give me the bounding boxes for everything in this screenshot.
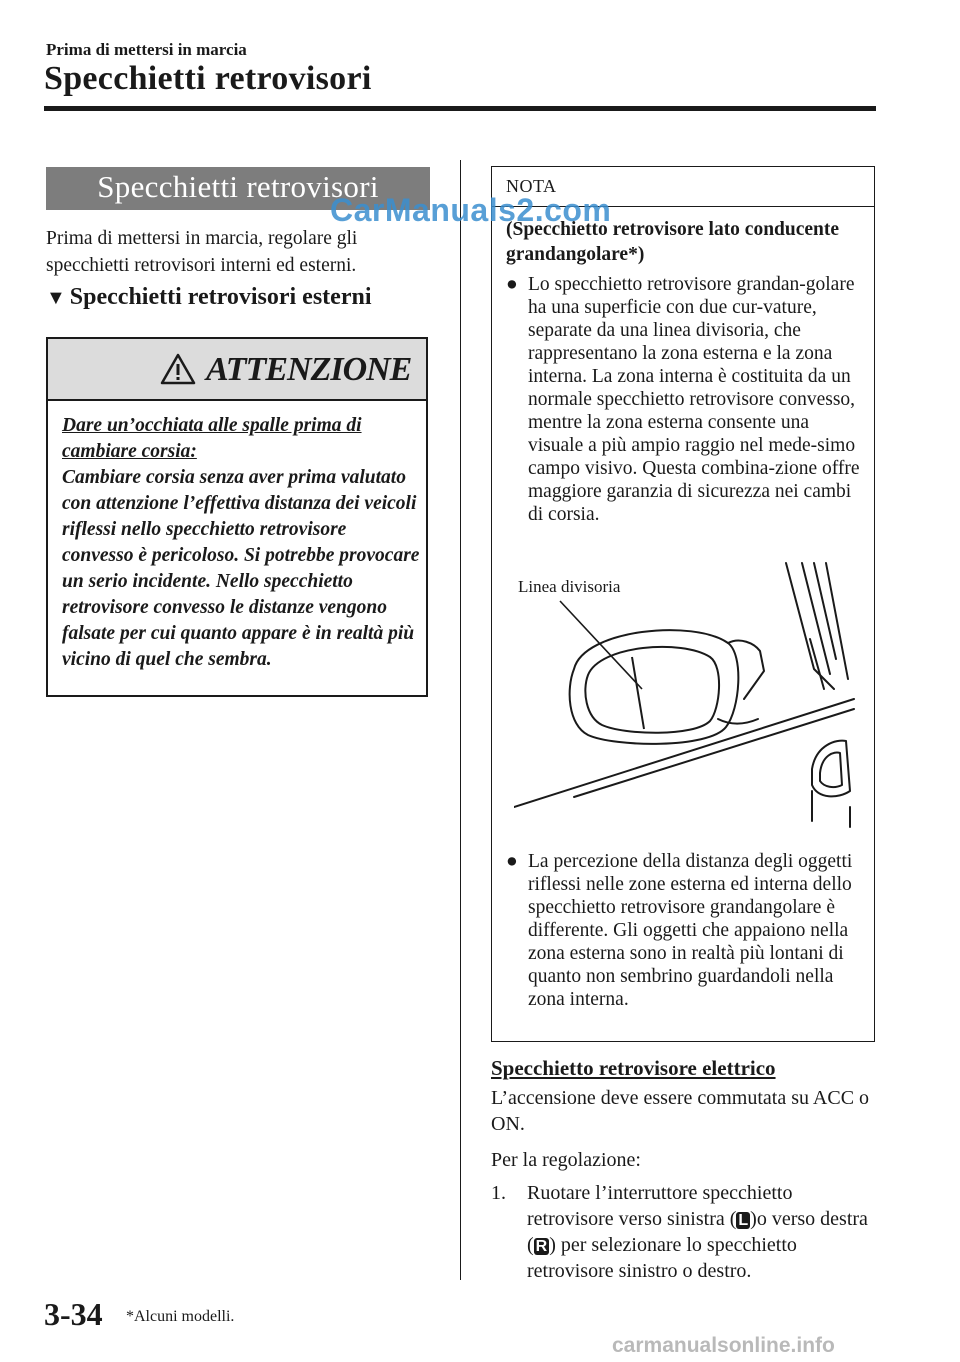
attention-text: Cambiare corsia senza aver prima valutato con attenzione l’effettiva distanza dei veicoli riflessi nello specchietto retrovisore convesso è pericoloso. Si potrebbe provocare un serio incidente. Nello specchietto retrovisore convesso le distanze vengono falsate per cui quanto appare è in realtà più vicino di quel che sembra. xyxy=(62,467,420,670)
figure-label: Linea divisoria xyxy=(518,577,621,596)
subsection-heading xyxy=(46,284,371,311)
triangle-down-icon: ▼ xyxy=(46,287,66,309)
step-text-c: ) per selezionare lo specchietto retrovisore sinistro o destro. xyxy=(527,1234,797,1282)
step-text xyxy=(527,1180,877,1284)
left-key-icon: L xyxy=(738,1212,749,1229)
nota-bullet-2 xyxy=(506,850,868,1011)
page-title: Specchietti retrovisori xyxy=(44,60,372,97)
attention-label: ATTENZIONE xyxy=(206,351,412,388)
ignition-paragraph: L’accensione deve essere commutata su ACC o ON. xyxy=(491,1087,870,1135)
intro-paragraph: Prima di mettersi in marcia, regolare gli specchietti retrovisori interni ed esterni. xyxy=(46,228,358,276)
watermark-top: CarManuals2.com xyxy=(330,192,612,228)
warning-triangle-icon xyxy=(160,353,196,385)
bullet-dot-icon: ● xyxy=(506,274,518,295)
bullet-dot-icon: ● xyxy=(506,851,518,872)
nota-bullet-2-text: La percezione della distanza degli oggetti riflessi nelle zone esterna ed interna dello specchietto retrovisore grandangolare è differente. Gli oggetti che appaiono nella zona esterna sono in realtà più lontani di quanto non sembrino guardandoli nella zona interna. xyxy=(528,851,853,1010)
right-key-icon: R xyxy=(535,1238,548,1255)
step-text-a: Ruotare l’interruttore specchietto retrovisore verso sinistra ( xyxy=(527,1182,793,1230)
attention-underlined: Dare un’occhiata alle spalle prima di cambiare corsia: xyxy=(62,415,362,462)
header-rule xyxy=(44,106,876,111)
adjust-paragraph: Per la regolazione: xyxy=(491,1149,641,1171)
mirror-illustration xyxy=(514,559,864,839)
section-banner: Specchietti retrovisori xyxy=(46,167,430,210)
attention-body xyxy=(62,413,422,673)
nota-box xyxy=(491,166,875,1042)
subsection-heading-text: Specchietti retrovisori esterni xyxy=(69,284,372,310)
step-text-b: )o verso destra ( xyxy=(527,1208,868,1256)
page-number: 3-34 xyxy=(44,1296,103,1332)
step-number: 1. xyxy=(491,1182,506,1204)
nota-bullet-1-text: Lo specchietto retrovisore grandan-golare ha una superficie con due cur-vature, separate da una linea divisoria, che rappresentano la zona esterna e la zona interna. La zona interna è costituita da un normale specchietto retrovisore convesso, mentre la zona esterna consente una visuale a più ampio raggio nel mede-simo campo visivo. Questa combina-zione offre maggiore garanzia di sicurezza nei cambi di corsia. xyxy=(528,274,860,525)
nota-subtitle: (Specchietto retrovisore lato conducente grandangolare*) xyxy=(506,219,840,265)
watermark-bottom: carmanualsonline.info xyxy=(612,1334,835,1357)
attention-box xyxy=(46,337,428,697)
section-label: Prima di mettersi in marcia xyxy=(46,40,247,59)
column-divider xyxy=(460,160,461,1280)
attention-header xyxy=(48,339,426,401)
mirror-figure xyxy=(514,559,864,839)
elettrico-heading: Specchietto retrovisore elettrico xyxy=(491,1056,776,1080)
footnote: *Alcuni modelli. xyxy=(126,1308,235,1325)
nota-label: NOTA xyxy=(506,176,557,196)
nota-bullet-1 xyxy=(506,273,868,526)
